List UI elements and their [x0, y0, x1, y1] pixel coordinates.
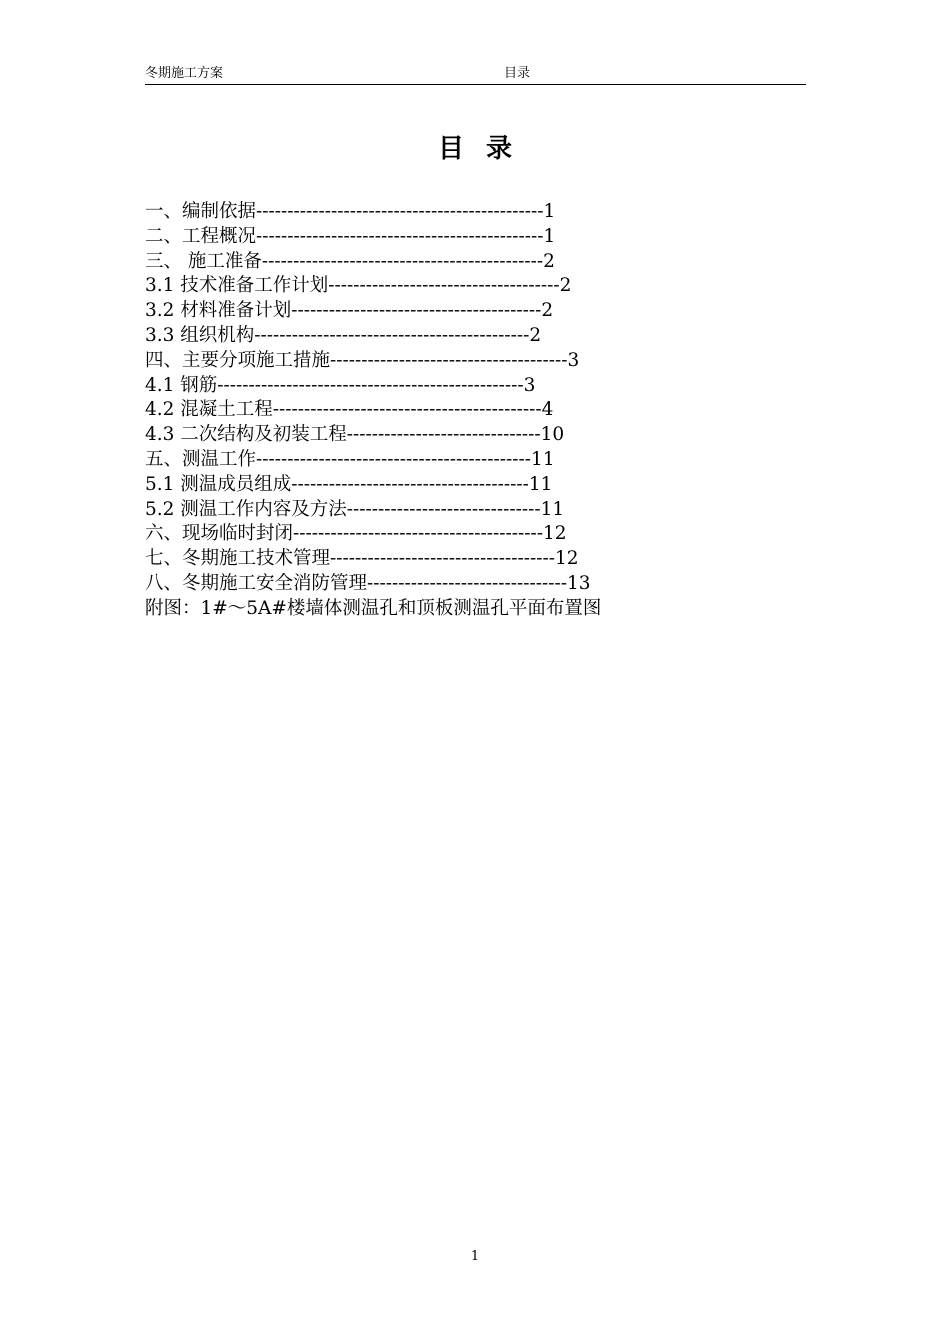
toc-entry[interactable]: 三、 施工准备---------------------------------------------2 — [145, 250, 555, 272]
toc-entry[interactable]: 3.2 材料准备计划----------------------------------------2 — [145, 300, 554, 322]
toc-entry[interactable]: 4.2 混凝土工程-------------------------------------------4 — [145, 399, 554, 421]
toc-entry[interactable]: 5.2 测温工作内容及方法-------------------------------11 — [145, 498, 565, 520]
toc-entry[interactable]: 七、冬期施工技术管理------------------------------------12 — [145, 548, 579, 570]
header-document-title: 冬期施工方案 — [145, 66, 224, 81]
toc-entry[interactable]: 4.3 二次结构及初装工程-------------------------------10 — [145, 424, 565, 446]
toc-entry[interactable]: 一、编制依据----------------------------------------------1 — [145, 201, 556, 222]
toc-entry[interactable]: 3.3 组织机构--------------------------------------------2 — [145, 324, 542, 346]
toc-entry-appendix[interactable]: 附图：1#～5A#楼墙体测温孔和顶板测温孔平面布置图 — [145, 597, 602, 619]
toc-entry[interactable]: 五、测温工作--------------------------------------------11 — [145, 448, 555, 470]
header-section-title: 目录 — [504, 66, 531, 81]
table-of-contents — [145, 200, 809, 622]
toc-entry[interactable]: 5.1 测温成员组成--------------------------------------11 — [145, 473, 553, 495]
page-header — [145, 66, 806, 85]
toc-entry[interactable]: 二、工程概况----------------------------------------------1 — [145, 225, 556, 247]
toc-entry[interactable]: 3.1 技术准备工作计划-------------------------------------2 — [145, 275, 572, 297]
toc-entry[interactable]: 八、冬期施工安全消防管理--------------------------------13 — [145, 572, 591, 594]
toc-entry[interactable]: 六、现场临时封闭----------------------------------------12 — [145, 523, 567, 545]
page-number: 1 — [470, 1249, 480, 1264]
toc-entry[interactable]: 四、主要分项施工措施--------------------------------------3 — [145, 349, 580, 371]
toc-entry[interactable]: 4.1 钢筋-------------------------------------------------3 — [145, 374, 536, 396]
page-title: 目录 — [437, 134, 534, 164]
